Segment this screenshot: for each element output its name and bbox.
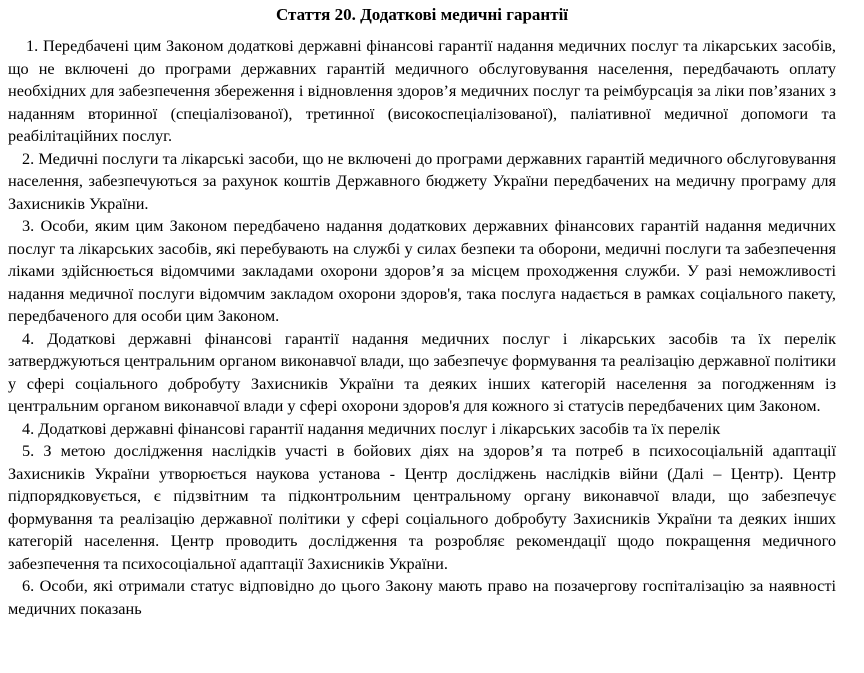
paragraph-2: 2. Медичні послуги та лікарські засоби, що не включені до програми державних гарантій медичного обслуговування населення, забезпечуються за рахунок коштів Державного бюджету України передбачених на медичну програму для Захисників України. — [8, 148, 836, 213]
paragraph-4: 4. Додаткові державні фінансові гарантії надання медичних послуг і лікарських засобів та їх перелік затверджуються центральним органом виконавчої влади, що забезпечує формування та реалізацію державної політики у сфері соціального добробуту Захисників України та деяких інших категорій населення за погодженням із центральним органом виконавчої влади у сфері охорони здоров'я для кожного зі статусів передбачених цим Законом. — [8, 328, 836, 415]
paragraph-4-duplicate: 4. Додаткові державні фінансові гарантії надання медичних послуг і лікарських засобів та їх перелік — [22, 418, 721, 438]
paragraph-1: 1. Передбачені цим Законом додаткові державні фінансові гарантії надання медичних послуг та лікарських засобів, що не включені до програми державних гарантій медичного обслуговування населення, передбачають оплату необхідних для забезпечення збереження і відновлення здоров’я медичних послуг та реімбурсація за ліки пов’язаних з наданням вторинної (спеціалізованої), третинної (високоспеціалізованої), паліативної медичної допомоги та реабілітаційних послуг. — [8, 36, 836, 145]
document-page — [8, 0, 836, 620]
paragraph-6: 6. Особи, які отримали статус відповідно до цього Закону мають право на позачергову госпіталізацію за наявності медичних показань — [8, 576, 836, 618]
paragraph-5: 5. З метою дослідження наслідків участі в бойових діях на здоров’я та потреб в психосоціальній адаптації Захисників України утворюється наукова установа - Центр досліджень наслідків війни (Далі – Центр). Центр підпорядковується, є підзвітним та підконтрольним центральному органу виконавчої влади, що забезпечує формування та реалізацію державної політики у сфері соціального добробуту Захисників України та деяких інших категорій населення. Центр проводить дослідження та розробляє рекомендації щодо покращення медичного забезпечення та психосоціальної адаптації Захисників України. — [8, 441, 836, 573]
paragraph-3: 3. Особи, яким цим Законом передбачено надання додаткових державних фінансових гарантій надання медичних послуг та лікарських засобів, які перебувають на службі у силах безпеки та оборони, медичні послуги та забезпечення ліками здійснюється відомчими закладами охорони здоров’я за місцем проходження служби. У разі неможливості надання медичної послуги відомчим закладом охорони здоров'я, така послуга надається в рамках соціального пакету, передбаченого для особи цим Законом. — [8, 216, 836, 325]
article-title: Стаття 20. Додаткові медичні гарантії — [275, 5, 569, 24]
